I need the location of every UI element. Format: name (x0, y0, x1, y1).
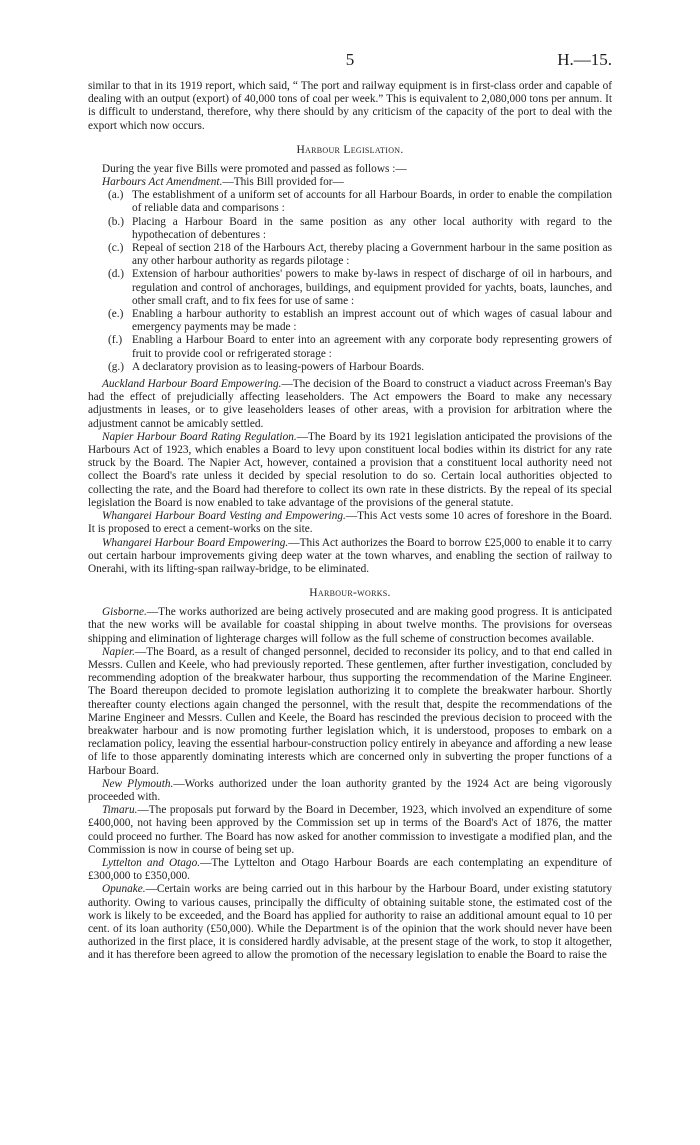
works-paragraph-napier (88, 646, 612, 778)
paragraph-text: —Works authorized under the loan authority granted by the 1924 Act are being vigorously proceeded with. (88, 777, 612, 803)
paragraph-title: Whangarei Harbour Board Vesting and Empowering. (102, 510, 346, 523)
list-item (88, 361, 612, 374)
list-item (88, 308, 612, 334)
legislation-paragraph-whangarei-empowering (88, 537, 612, 577)
document-page (88, 0, 612, 963)
section-heading-works: Harbour-works. (309, 587, 391, 600)
section-heading-legislation: Harbour Legislation. (296, 143, 404, 156)
amendment-paragraph (88, 176, 612, 189)
page-header (88, 0, 612, 80)
list-item-text: Enabling a harbour authority to establish an imprest account out of which wages of casual labour and emergency payments may be made : (132, 308, 612, 334)
paragraph-title: Opunake. (102, 883, 146, 896)
paragraph-title: Napier Harbour Board Rating Regulation. (102, 430, 297, 443)
list-item-text: A declaratory provision as to leasing-powers of Harbour Boards. (132, 360, 425, 373)
works-paragraph-opunake (88, 883, 612, 962)
paragraph-text: —The works authorized are being actively prosecuted and are making good progress. It is anticipated that the new works will be available for coastal shipping in about twelve months. The provisions for overseas shipping and elimination of lighterage charges will follow as the full scheme of construction becomes available. (88, 606, 612, 645)
amendment-list (88, 189, 612, 374)
list-item (88, 216, 612, 242)
page-number: 5 (345, 50, 355, 69)
list-item-text: Repeal of section 218 of the Harbours Act, thereby placing a Government harbour in the same position as any other harbour authority as regards pilotage : (132, 242, 612, 268)
paragraph-title: New Plymouth. (102, 777, 174, 790)
list-item-text: Extension of harbour authorities' powers to make by-laws in respect of discharge of oil in harbours, and regulation and control of anchorages, buildings, and equipment provided for yachts, boats, launches, and other small craft, and to fix fees for use of same : (132, 268, 612, 307)
list-item-label: (a.) (108, 189, 124, 202)
list-item (88, 189, 612, 215)
paragraph-text: —The Lyttelton and Otago Harbour Boards are each contemplating an expenditure of £300,000 to £350,000. (88, 856, 612, 883)
works-paragraph-timaru (88, 804, 612, 857)
legislation-lead: During the year five Bills were promoted and passed as follows :— (102, 162, 407, 175)
paragraph-title: Gisborne. (102, 606, 147, 619)
list-item-label: (f.) (108, 334, 123, 347)
intro-paragraph: similar to that in its 1919 report, which said, “ The port and railway equipment is in first-class order and capable of dealing with an output (export) of 40,000 tons of coal per week.” This is equivalent to 2,080,000 tons per annum. It is difficult to understand, therefore, why there should by any criticism of the capacity of the port to deal with the export which now occurs. (88, 80, 612, 132)
list-item-text: Enabling a Harbour Board to enter into an agreement with any corporate body representing growers of fruit to provide cool or refrigerated storage : (132, 334, 612, 360)
document-id: H.—15. (557, 50, 612, 69)
list-item-text: Placing a Harbour Board in the same position as any other local authority with regard to the hypothecation of debentures : (132, 215, 612, 241)
paragraph-text: —Certain works are being carried out in this harbour by the Harbour Board, under existing statutory authority. Owing to various causes, principally the difficulty of obtaining suitable stone, the estimated cost of the work is likely to be exceeded, and the Board has applied for authority to raise an additional amount equal to 10 per cent. of its loan authority (£50,000). While the Department is of the opinion that the work should never have been authorized in the first place, it is considered hardly advisable, at the present stage of the work, to stop it altogether, and it has therefore been agreed to allow the promotion of the necessary legislation to enable the Board to raise the (88, 883, 612, 962)
legislation-paragraph-auckland (88, 378, 612, 431)
paragraph-text: —The Board by its 1921 legislation anticipated the provisions of the Harbours Act of 1923, which enables a Board to levy upon constituent local bodies within its district for any rate struck by the Board. The Napier Act, however, contained a provision that a constituent local authority need not collect the Board's rate unless it decided by special resolution to do so. Certain local authorities objected to collecting the rate, and the Board had therefore to collect its own rate in these districts. By the repeal of its special legislation the Board is now enabled to take advantage of the provisions of the general statute. (88, 430, 612, 509)
amendment-title: Harbours Act Amendment. (102, 176, 223, 189)
list-item (88, 268, 612, 308)
works-paragraph-gisborne (88, 606, 612, 646)
list-item-label: (d.) (108, 268, 124, 281)
paragraph-title: Lyttelton and Otago. (102, 856, 201, 869)
list-item (88, 334, 612, 360)
paragraph-text: —This Act vests some 10 acres of foreshore in the Board. It is proposed to erect a cement-works on the site. (88, 510, 612, 536)
paragraph-title: Napier. (102, 645, 135, 658)
legislation-paragraph-whangarei-vesting (88, 510, 612, 536)
legislation-paragraph-napier (88, 431, 612, 510)
list-item (88, 242, 612, 268)
list-item-label: (g.) (108, 360, 124, 373)
works-paragraph-new-plymouth (88, 778, 612, 804)
amendment-text: —This Bill provided for— (222, 176, 344, 189)
paragraph-text: —This Act authorizes the Board to borrow £25,000 to enable it to carry out certain harbour improvements giving deep water at the town wharves, and enabling the section of railway to Onerahi, with its lifting-span railway-bridge, to be eliminated. (88, 536, 613, 575)
works-paragraph-lyttelton-otago (88, 857, 612, 883)
paragraph-text: —The Board, as a result of changed personnel, decided to reconsider its policy, and to that end called in Messrs. Cullen and Keele, who had previously reported. These gentlemen, after further investigation, concluded by recommending adoption of the breakwater harbour, thus supporting the recommendation of the Marine Engineer. The Board thereupon decided to promote legislation authorizing it to complete the breakwater harbour. Shortly thereafter county elections again changed the personnel, with the result that, despite the recommendations of the Marine Engineer and Messrs. Cullen and Keele, the Board has rescinded the previous decision to proceed with the breakwater harbour and is now promoting further legislation which, it is understood, proposes to embark on a reclamation policy, leaving the essential harbour-construction policy entirely in abeyance and affording a new lease of life to those apparently dominating interests which are concerned only in subverting the proper functions of a Harbour Board. (88, 645, 612, 777)
list-item-label: (c.) (108, 242, 124, 255)
paragraph-title: Timaru. (102, 804, 138, 817)
paragraph-text: —The decision of the Board to construct a viaduct across Freeman's Bay had the effect of prejudicially affecting leaseholders. The Act empowers the Board to make any necessary adjustments in leases, or to give leaseholders leases of other areas, with a provision for arbitration where the adjustment cannot be amicably settled. (88, 378, 613, 430)
paragraph-text: —The proposals put forward by the Board in December, 1923, which involved an expenditure of some £400,000, not having been approved by the Commission set up in terms of the Board's Act of 1876, the matter could proceed no further. The Board has now asked for another commission to investigate a modified plan, and the Commission is now in course of being set up. (88, 804, 612, 856)
paragraph-title: Whangarei Harbour Board Empowering. (102, 536, 289, 549)
list-item-label: (b.) (108, 215, 124, 228)
list-item-label: (e.) (108, 308, 124, 321)
paragraph-title: Auckland Harbour Board Empowering. (102, 378, 282, 391)
list-item-text: The establishment of a uniform set of accounts for all Harbour Boards, in order to enable the compilation of reliable data and comparisons : (132, 189, 612, 215)
